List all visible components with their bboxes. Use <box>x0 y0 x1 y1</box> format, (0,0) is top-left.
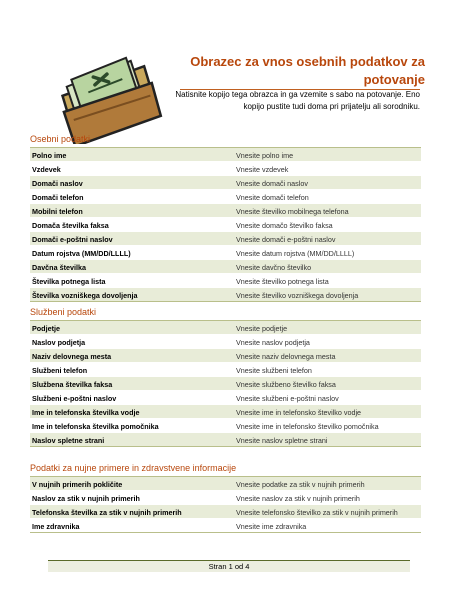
field-label: Mobilni telefon <box>32 206 83 216</box>
field-label: Domači e-poštni naslov <box>32 234 113 244</box>
table-row <box>30 505 421 519</box>
field-label: Naslov za stik v nujnih primerih <box>32 493 140 503</box>
table-row <box>30 519 421 533</box>
table-row <box>30 377 421 391</box>
table-row <box>30 176 421 190</box>
section-title: Osebni podatki <box>30 134 421 148</box>
table-row <box>30 288 421 302</box>
section-title: Podatki za nujne primere in zdravstvene informacije <box>30 463 421 477</box>
table-row <box>30 190 421 204</box>
page-footer: Stran 1 od 4 <box>48 560 410 572</box>
table-row <box>30 363 421 377</box>
section-emergency <box>30 463 421 533</box>
field-label: Podjetje <box>32 323 60 333</box>
field-value[interactable]: Vnesite naziv delovnega mesta <box>236 351 336 361</box>
field-value[interactable]: Vnesite domači telefon <box>236 192 309 202</box>
field-value[interactable]: Vnesite vzdevek <box>236 164 289 174</box>
field-value[interactable]: Vnesite naslov za stik v nujnih primerih <box>236 493 360 503</box>
field-value[interactable]: Vnesite polno ime <box>236 150 294 160</box>
section-business <box>30 307 421 447</box>
field-value[interactable]: Vnesite službeni telefon <box>236 365 312 375</box>
table-row <box>30 246 421 260</box>
field-value[interactable]: Vnesite datum rojstva (MM/DD/LLLL) <box>236 248 355 258</box>
field-value[interactable]: Vnesite domači naslov <box>236 178 308 188</box>
field-label: Številka potnega lista <box>32 276 106 286</box>
field-value[interactable]: Vnesite številko vozniškega dovoljenja <box>236 290 359 300</box>
table-row <box>30 321 421 335</box>
field-label: Datum rojstva (MM/DD/LLLL) <box>32 248 131 258</box>
field-value[interactable]: Vnesite službeno številko faksa <box>236 379 336 389</box>
field-label: Naslov spletne strani <box>32 435 105 445</box>
field-label: Telefonska številka za stik v nujnih primerih <box>32 507 182 517</box>
field-label: Ime in telefonska številka vodje <box>32 407 140 417</box>
page-title: Obrazec za vnos osebnih podatkov za potovanje <box>190 54 425 87</box>
intro-text: Natisnite kopijo tega obrazca in ga vzemite s sabo na potovanje. Eno kopijo pustite tudi doma pri prijatelju ali sorodniku. <box>175 90 420 111</box>
field-label: Ime zdravnika <box>32 521 80 531</box>
section-title: Službeni podatki <box>30 307 421 321</box>
table-row <box>30 148 421 162</box>
table-row <box>30 162 421 176</box>
money-wallet-icon <box>50 52 170 144</box>
table-row <box>30 433 421 447</box>
table-row <box>30 349 421 363</box>
field-value[interactable]: Vnesite domači e-poštni naslov <box>236 234 336 244</box>
table-row <box>30 477 421 491</box>
field-label: Domači naslov <box>32 178 83 188</box>
field-label: Domači telefon <box>32 192 84 202</box>
table-row <box>30 274 421 288</box>
field-label: Ime in telefonska številka pomočnika <box>32 421 159 431</box>
field-label: Domača številka faksa <box>32 220 109 230</box>
field-label: Službeni telefon <box>32 365 88 375</box>
field-value[interactable]: Vnesite službeni e-poštni naslov <box>236 393 339 403</box>
field-value[interactable]: Vnesite ime in telefonsko številko vodje <box>236 407 362 417</box>
field-value[interactable]: Vnesite številko mobilnega telefona <box>236 206 349 216</box>
field-value[interactable]: Vnesite ime zdravnika <box>236 521 307 531</box>
field-value[interactable]: Vnesite telefonsko številko za stik v nujnih primerih <box>236 507 398 517</box>
table-row <box>30 335 421 349</box>
table-row <box>30 260 421 274</box>
field-label: Številka vozniškega dovoljenja <box>32 290 138 300</box>
table-row <box>30 218 421 232</box>
field-label: Davčna številka <box>32 262 86 272</box>
field-label: Naziv delovnega mesta <box>32 351 112 361</box>
section-personal <box>30 134 421 302</box>
field-label: V nujnih primerih pokličite <box>32 479 123 489</box>
field-label: Naslov podjetja <box>32 337 86 347</box>
field-label: Službeni e-poštni naslov <box>32 393 117 403</box>
field-value[interactable]: Vnesite podatke za stik v nujnih primerih <box>236 479 365 489</box>
field-value[interactable]: Vnesite naslov podjetja <box>236 337 310 347</box>
table-row <box>30 232 421 246</box>
table-row <box>30 491 421 505</box>
table-row <box>30 405 421 419</box>
field-value[interactable]: Vnesite ime in telefonsko številko pomočnika <box>236 421 379 431</box>
field-label: Vzdevek <box>32 164 61 174</box>
field-value[interactable]: Vnesite domačo številko faksa <box>236 220 333 230</box>
field-label: Službena številka faksa <box>32 379 113 389</box>
table-row <box>30 419 421 433</box>
table-row <box>30 391 421 405</box>
field-label: Polno ime <box>32 150 67 160</box>
field-value[interactable]: Vnesite davčno številko <box>236 262 312 272</box>
field-value[interactable]: Vnesite naslov spletne strani <box>236 435 328 445</box>
field-value[interactable]: Vnesite podjetje <box>236 323 288 333</box>
field-value[interactable]: Vnesite številko potnega lista <box>236 276 329 286</box>
table-row <box>30 204 421 218</box>
